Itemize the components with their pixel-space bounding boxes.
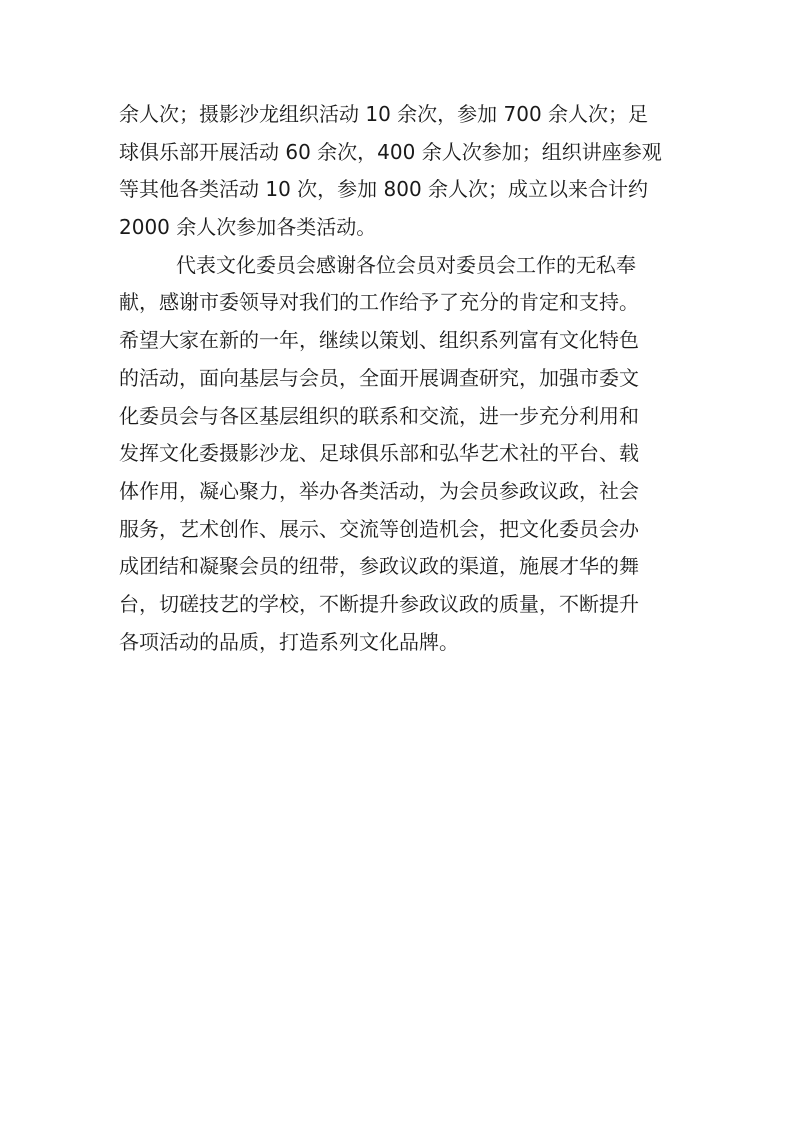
text-line: 等其他各类活动 10 次，参加 800 余人次；成立以来合计约 (119, 177, 649, 202)
text-line: 各项活动的品质，打造系列文化品牌。 (119, 629, 459, 654)
text-line: 2000 余人次参加各类活动。 (119, 215, 377, 240)
text-line: 球俱乐部开展活动 60 余次，400 余人次参加；组织讲座参观 (119, 139, 662, 164)
text-line: 台，切磋技艺的学校，不断提升参政议政的质量，不断提升 (119, 591, 639, 616)
text-line: 成团结和凝聚会员的纽带，参政议政的渠道，施展才华的舞 (119, 554, 639, 579)
text-line: 化委员会与各区基层组织的联系和交流，进一步充分利用和 (119, 403, 639, 428)
text-line: 的活动，面向基层与会员，全面开展调查研究，加强市委文 (119, 365, 639, 390)
document-body (119, 96, 699, 661)
text-line: 代表文化委员会感谢各位会员对委员会工作的无私奉 (176, 252, 636, 277)
text-line: 体作用，凝心聚力，举办各类活动，为会员参政议政，社会 (119, 478, 639, 503)
text-line: 余人次；摄影沙龙组织活动 10 余次，参加 700 余人次；足 (119, 102, 649, 126)
text-line: 发挥文化委摄影沙龙、足球俱乐部和弘华艺术社的平台、载 (119, 441, 639, 466)
paragraph-acknowledgement (119, 247, 699, 662)
text-line: 希望大家在新的一年，继续以策划、组织系列富有文化特色 (119, 328, 639, 353)
text-line: 服务，艺术创作、展示、交流等创造机会，把文化委员会办 (119, 516, 639, 541)
paragraph-activity-summary (119, 96, 699, 247)
text-line: 献，感谢市委领导对我们的工作给予了充分的肯定和支持。 (119, 290, 639, 315)
